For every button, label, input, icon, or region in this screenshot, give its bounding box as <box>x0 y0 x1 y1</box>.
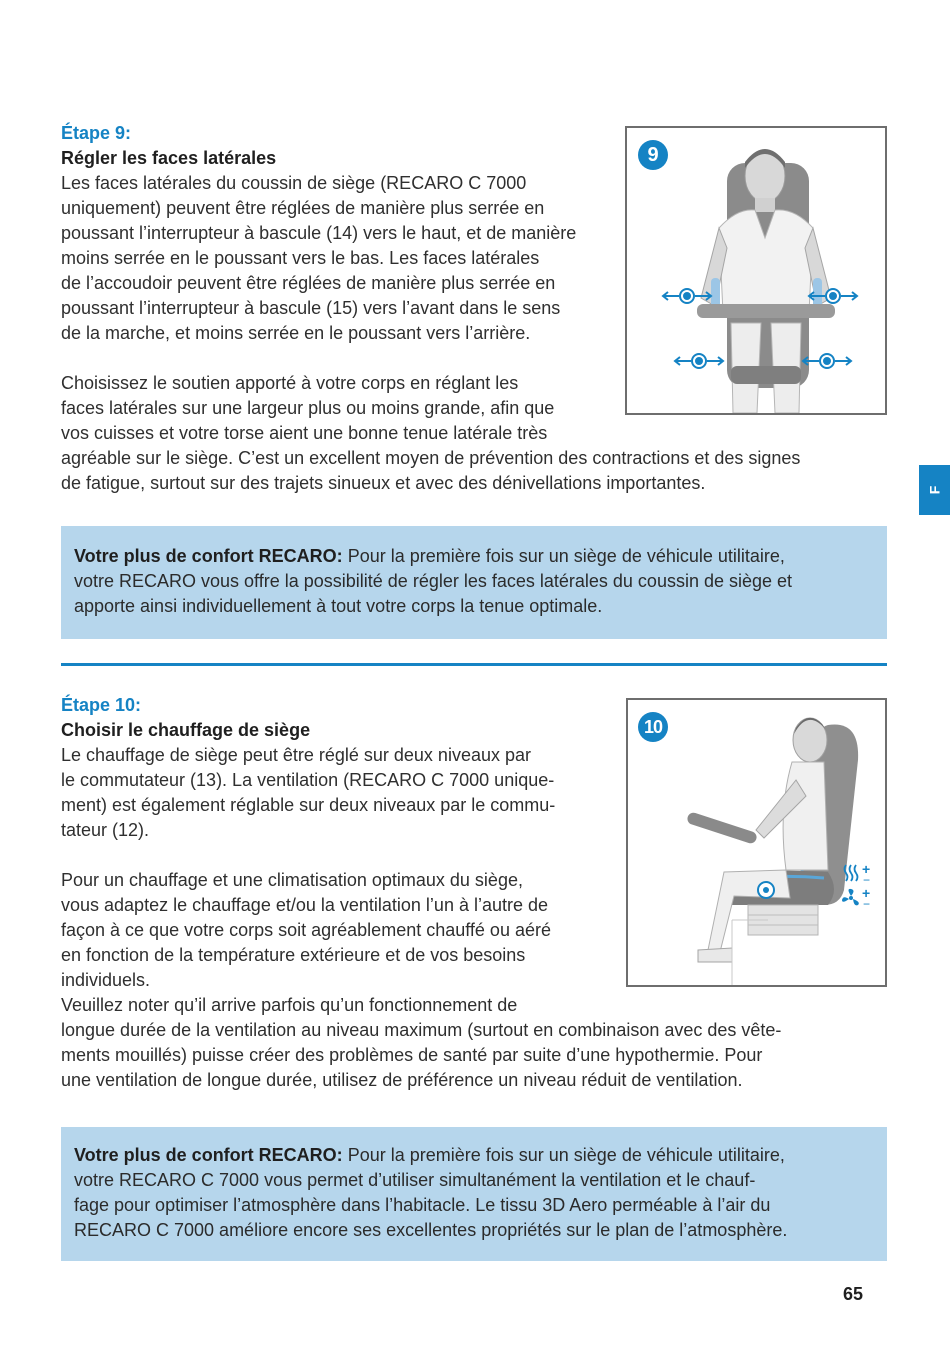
step9-title: Régler les faces latérales <box>61 148 277 168</box>
step10-label: Étape 10: <box>61 695 142 715</box>
step9-line: faces latérales sur une largeur plus ou moins grande, afin que <box>61 398 555 418</box>
side-tab-label: F <box>926 485 943 495</box>
step9-label: Étape 9: <box>61 123 132 143</box>
step10-line: tateur (12). <box>61 820 150 840</box>
comfort-box-title: Votre plus de confort RECARO: <box>74 1145 343 1165</box>
seat-side-illustration <box>628 700 885 985</box>
comfort-box-2 <box>61 1127 887 1261</box>
heat-icon <box>845 865 858 881</box>
comfort-box-line: apporte ainsi individuellement à tout votre corps la tenue optimale. <box>74 596 603 616</box>
step10-line: Le chauffage de siège peut être réglé sur deux niveaux par <box>61 745 531 765</box>
step9-line: uniquement) peuvent être réglées de manière plus serrée en <box>61 198 545 218</box>
comfort-box-line: votre RECARO vous offre la possibilité de régler les faces latérales du coussin de siège et <box>74 571 793 591</box>
fan-minus-label: − <box>863 897 871 911</box>
step10-line: ments mouillés) puisse créer des problèmes de santé par suite d’une hypothermie. Pour <box>61 1045 763 1065</box>
step10-line: vous adaptez le chauffage et/ou la ventilation l’un à l’autre de <box>61 895 549 915</box>
heat-plus-label: + <box>862 861 871 877</box>
heat-minus-label: − <box>863 873 871 887</box>
step9-line: moins serrée en le poussant vers le bas. Les faces latérales <box>61 248 540 268</box>
step9-line: de l’accoudoir peuvent être réglées de manière plus serrée en <box>61 273 556 293</box>
comfort-box-line: Votre plus de confort RECARO: Pour la première fois sur un siège de véhicule utilitaire, <box>74 1145 785 1165</box>
step9-line: agréable sur le siège. C’est un excellent moyen de prévention des contractions et des signes <box>61 448 801 468</box>
fan-icon <box>842 889 859 906</box>
step9-badge: 9 <box>638 140 668 170</box>
step9-line: poussant l’interrupteur à bascule (15) vers l’avant dans le sens <box>61 298 561 318</box>
figure-step10 <box>626 698 887 987</box>
comfort-box-line: RECARO C 7000 améliore encore ses excellentes propriétés sur le plan de l’atmosphère. <box>74 1220 788 1240</box>
step9-line: vos cuisses et votre torse aient une bonne tenue latérale très <box>61 423 548 443</box>
step9-line: de fatigue, surtout sur des trajets sinueux et avec des dénivellations importantes. <box>61 473 706 493</box>
page-number: 65 <box>843 1284 864 1304</box>
step10-line: individuels. <box>61 970 151 990</box>
step10-line: en fonction de la température extérieure et de vos besoins <box>61 945 526 965</box>
step9-line: poussant l’interrupteur à bascule (14) vers le haut, et de manière <box>61 223 577 243</box>
comfort-box-1 <box>61 526 887 639</box>
comfort-box-line: Votre plus de confort RECARO: Pour la première fois sur un siège de véhicule utilitaire, <box>74 546 785 566</box>
step10-badge: 10 <box>638 712 668 742</box>
step10-line: façon à ce que votre corps soit agréablement chauffé ou aéré <box>61 920 551 940</box>
comfort-box-line: votre RECARO C 7000 vous permet d’utiliser simultanément la ventilation et le chauf- <box>74 1170 756 1190</box>
step9-line: Les faces latérales du coussin de siège (RECARO C 7000 <box>61 173 527 193</box>
figure-step9 <box>625 126 887 415</box>
step10-line: ment) est également réglable sur deux niveaux par le commu- <box>61 795 556 815</box>
comfort-box-line: fage pour optimiser l’atmosphère dans l’habitacle. Le tissu 3D Aero perméable à l’air du <box>74 1195 771 1215</box>
step9-line: Choisissez le soutien apporté à votre corps en réglant les <box>61 373 519 393</box>
step10-line: le commutateur (13). La ventilation (RECARO C 7000 unique- <box>61 770 555 790</box>
step9-line: de la marche, et moins serrée en le poussant vers l’arrière. <box>61 323 531 343</box>
section-divider <box>61 663 887 666</box>
fan-plus-label: + <box>862 885 871 901</box>
step10-line: une ventilation de longue durée, utilisez de préférence un niveau réduit de ventilation. <box>61 1070 743 1090</box>
seat-front-illustration <box>627 128 885 413</box>
step10-title: Choisir le chauffage de siège <box>61 720 311 740</box>
step10-line: Pour un chauffage et une climatisation optimaux du siège, <box>61 870 523 890</box>
side-tab <box>919 465 950 515</box>
step10-line: longue durée de la ventilation au niveau maximum (surtout en combinaison avec des vête- <box>61 1020 782 1040</box>
comfort-box-title: Votre plus de confort RECARO: <box>74 546 343 566</box>
step10-line: Veuillez noter qu’il arrive parfois qu’un fonctionnement de <box>61 995 518 1015</box>
